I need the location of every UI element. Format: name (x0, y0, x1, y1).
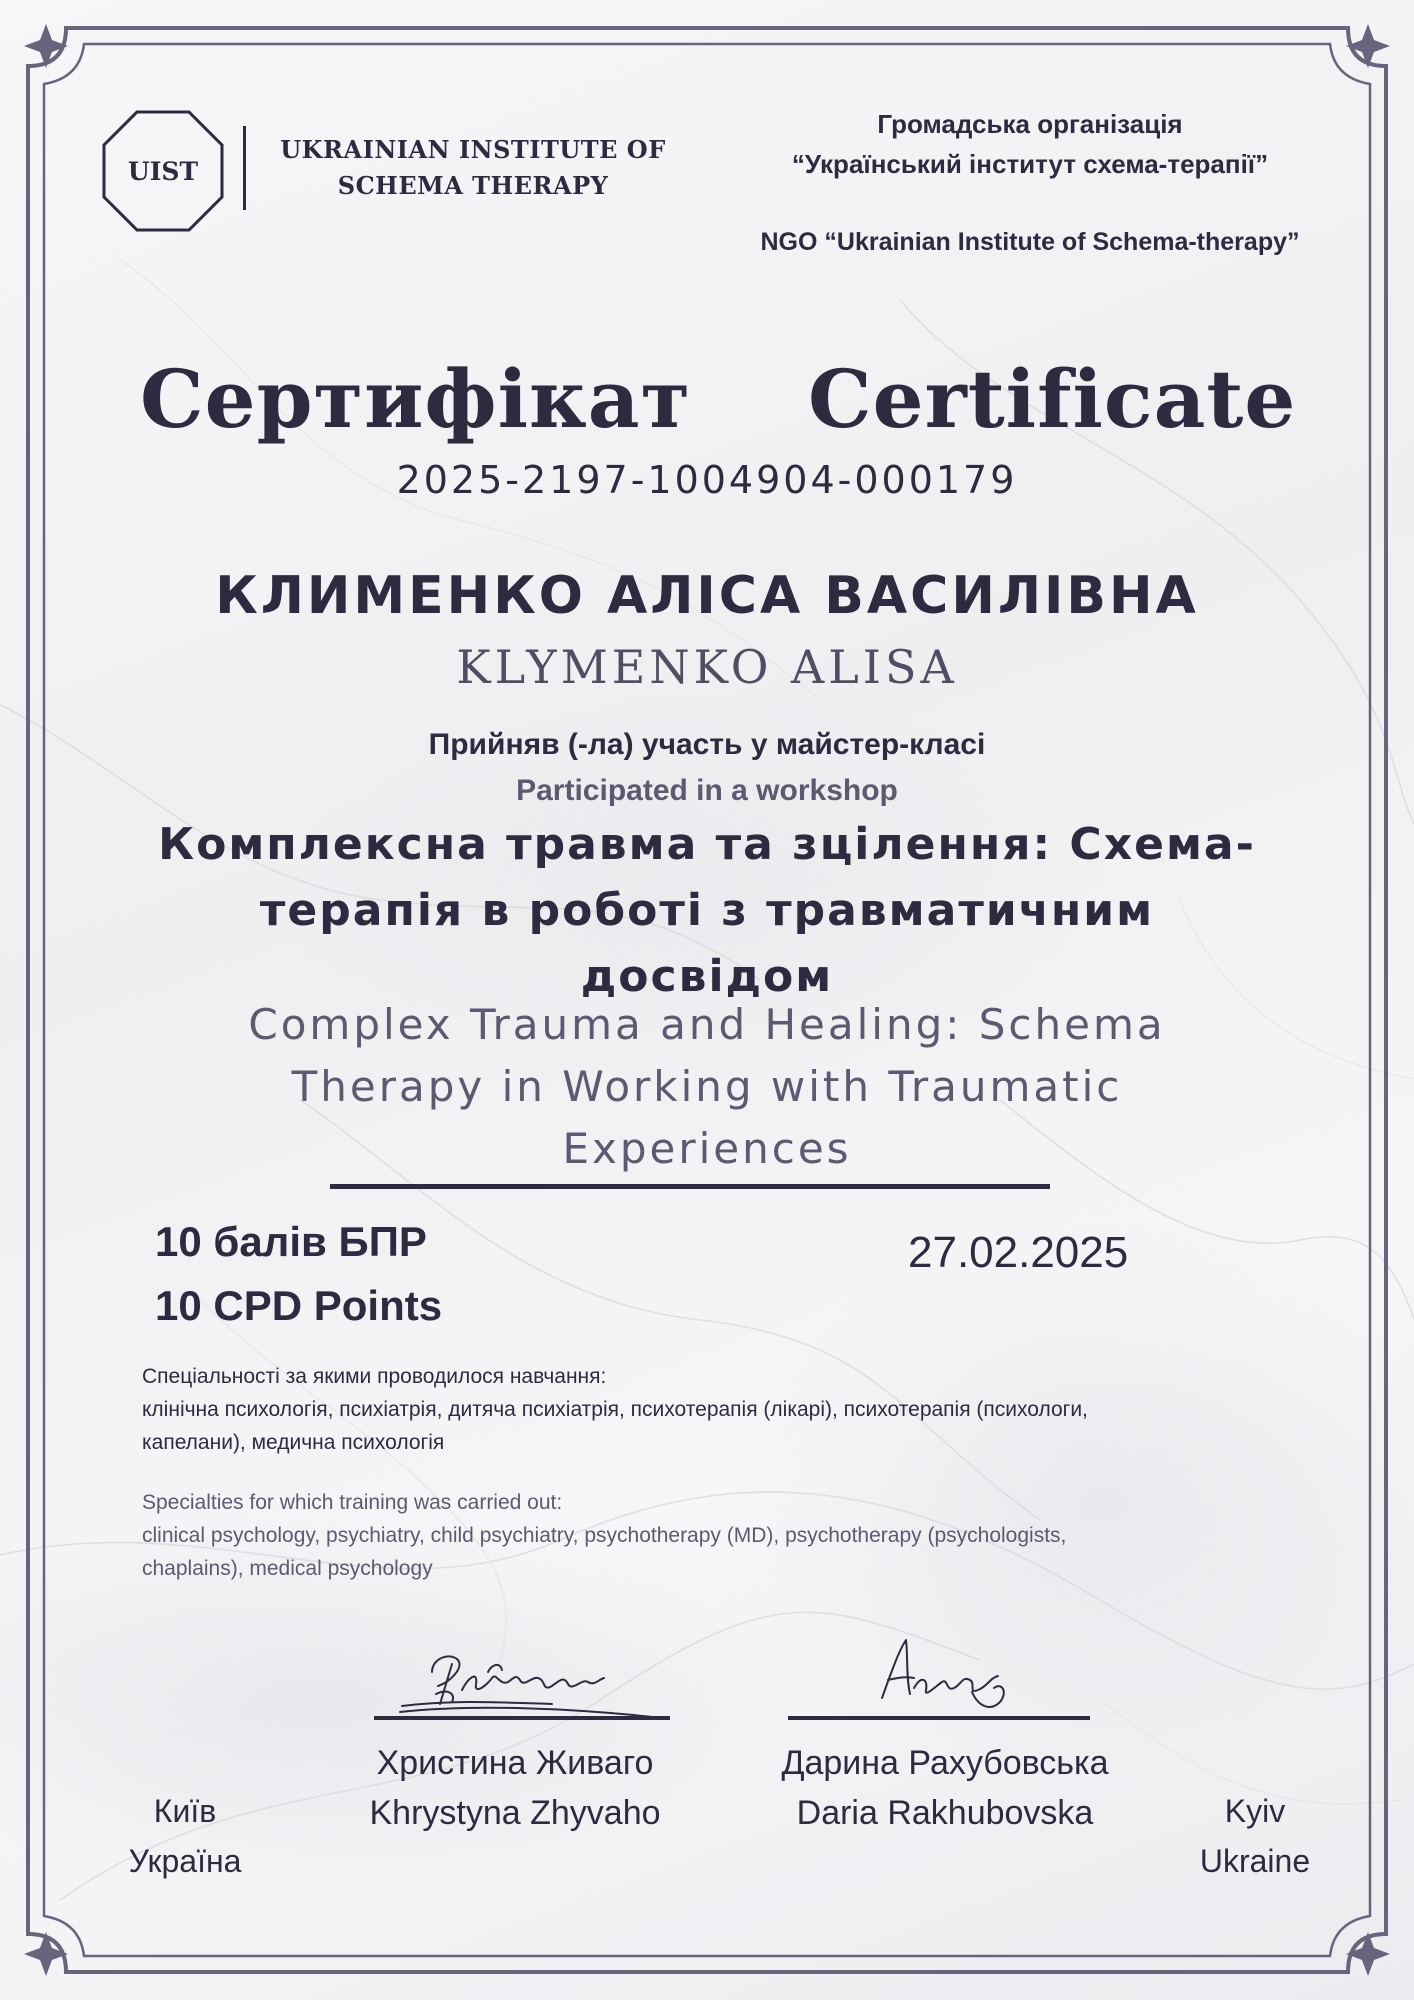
specialties-en-line2: chaplains), medical psychology (142, 1557, 433, 1580)
organization-name-ua-line1: Громадська організація (877, 109, 1183, 139)
signatory-1 (330, 1738, 700, 1838)
workshop-title-ua-line3: досвідом (580, 951, 834, 1002)
corner-star-bottom-right (1346, 1932, 1390, 1976)
signature-line-2 (788, 1716, 1090, 1720)
organization-name-ua (700, 104, 1360, 184)
certificate-number: 2025-2197-1004904-000179 (396, 458, 1018, 502)
institute-name-line1: UKRAINIAN INSTITUTE OF (280, 135, 666, 164)
signatory-1-name-en: Khrystyna Zhyvaho (369, 1794, 661, 1832)
specialties-ua-line1: клінічна психологія, психіатрія, дитяча психіатрія, психотерапія (лікарі), психотерапія (психологи, (142, 1398, 1088, 1421)
cpd-points-ua: 10 балів БПР (155, 1218, 427, 1265)
recipient-name-ua: КЛИМЕНКО АЛІСА ВАСИЛІВНА (215, 566, 1199, 626)
organization-name-en: NGO “Ukrainian Institute of Schema-therapy” (760, 228, 1300, 256)
institute-name (268, 132, 678, 204)
specialties-ua (142, 1360, 1272, 1459)
corner-star-top-left (24, 24, 68, 68)
corner-star-top-right (1346, 24, 1390, 68)
workshop-divider (330, 1184, 1050, 1189)
workshop-title-ua-line1: Комплексна травма та зцілення: Схема- (158, 819, 1256, 870)
signatory-2 (740, 1738, 1150, 1838)
logo-emblem-text: UIST (127, 156, 199, 186)
workshop-title-en-line2: Therapy in Working with Traumatic (291, 1062, 1123, 1111)
corner-star-bottom-left (24, 1932, 68, 1976)
workshop-title-en-line3: Experiences (562, 1124, 852, 1173)
workshop-title-en-line1: Complex Trauma and Healing: Schema (248, 1000, 1166, 1049)
institute-name-line2: SCHEMA THERAPY (337, 171, 609, 200)
participation-text-ua: Прийняв (-ла) участь у майстер-класі (428, 728, 986, 761)
place-en-country: Ukraine (1199, 1843, 1311, 1879)
certificate-title-ua: Сертифікат (140, 352, 692, 446)
participation-text-en: Participated in a workshop (516, 774, 898, 807)
specialties-en-line1: clinical psychology, psychiatry, child psychiatry, psychotherapy (MD), psychotherapy (psychologists, (142, 1524, 1067, 1547)
signature-line-1 (374, 1716, 670, 1720)
signatory-1-name-ua: Христина Живаго (376, 1744, 654, 1782)
cpd-points-en: 10 CPD Points (155, 1282, 443, 1329)
specialties-ua-line2: капелани), медична психологія (142, 1431, 445, 1454)
signatory-2-name-en: Daria Rakhubovska (796, 1794, 1094, 1832)
place-ua-city: Київ (153, 1793, 217, 1829)
workshop-title-ua (100, 812, 1314, 1010)
uist-logo (100, 108, 226, 234)
signatory-2-name-ua: Дарина Рахубовська (781, 1744, 1109, 1782)
place-ua-country: Україна (128, 1843, 242, 1879)
signature-rakhubovska (862, 1632, 1022, 1722)
specialties-en (142, 1486, 1272, 1585)
place-ua (100, 1786, 270, 1886)
recipient-name-en: KLYMENKO ALISA (456, 640, 958, 694)
workshop-title-ua-line2: терапія в роботі з травматичним (259, 885, 1155, 936)
workshop-title-en (160, 994, 1254, 1180)
place-en (1170, 1786, 1340, 1886)
specialties-en-heading: Specialties for which training was carried out: (142, 1491, 563, 1514)
logo-divider (243, 126, 246, 210)
place-en-city: Kyiv (1224, 1793, 1286, 1829)
issue-date: 27.02.2025 (908, 1228, 1129, 1277)
certificate-title-en: Certificate (808, 352, 1297, 446)
specialties-ua-heading: Спеціальності за якими проводилося навчання: (142, 1365, 607, 1388)
organization-name-ua-line2: “Український інститут схема-терапії” (791, 149, 1269, 179)
